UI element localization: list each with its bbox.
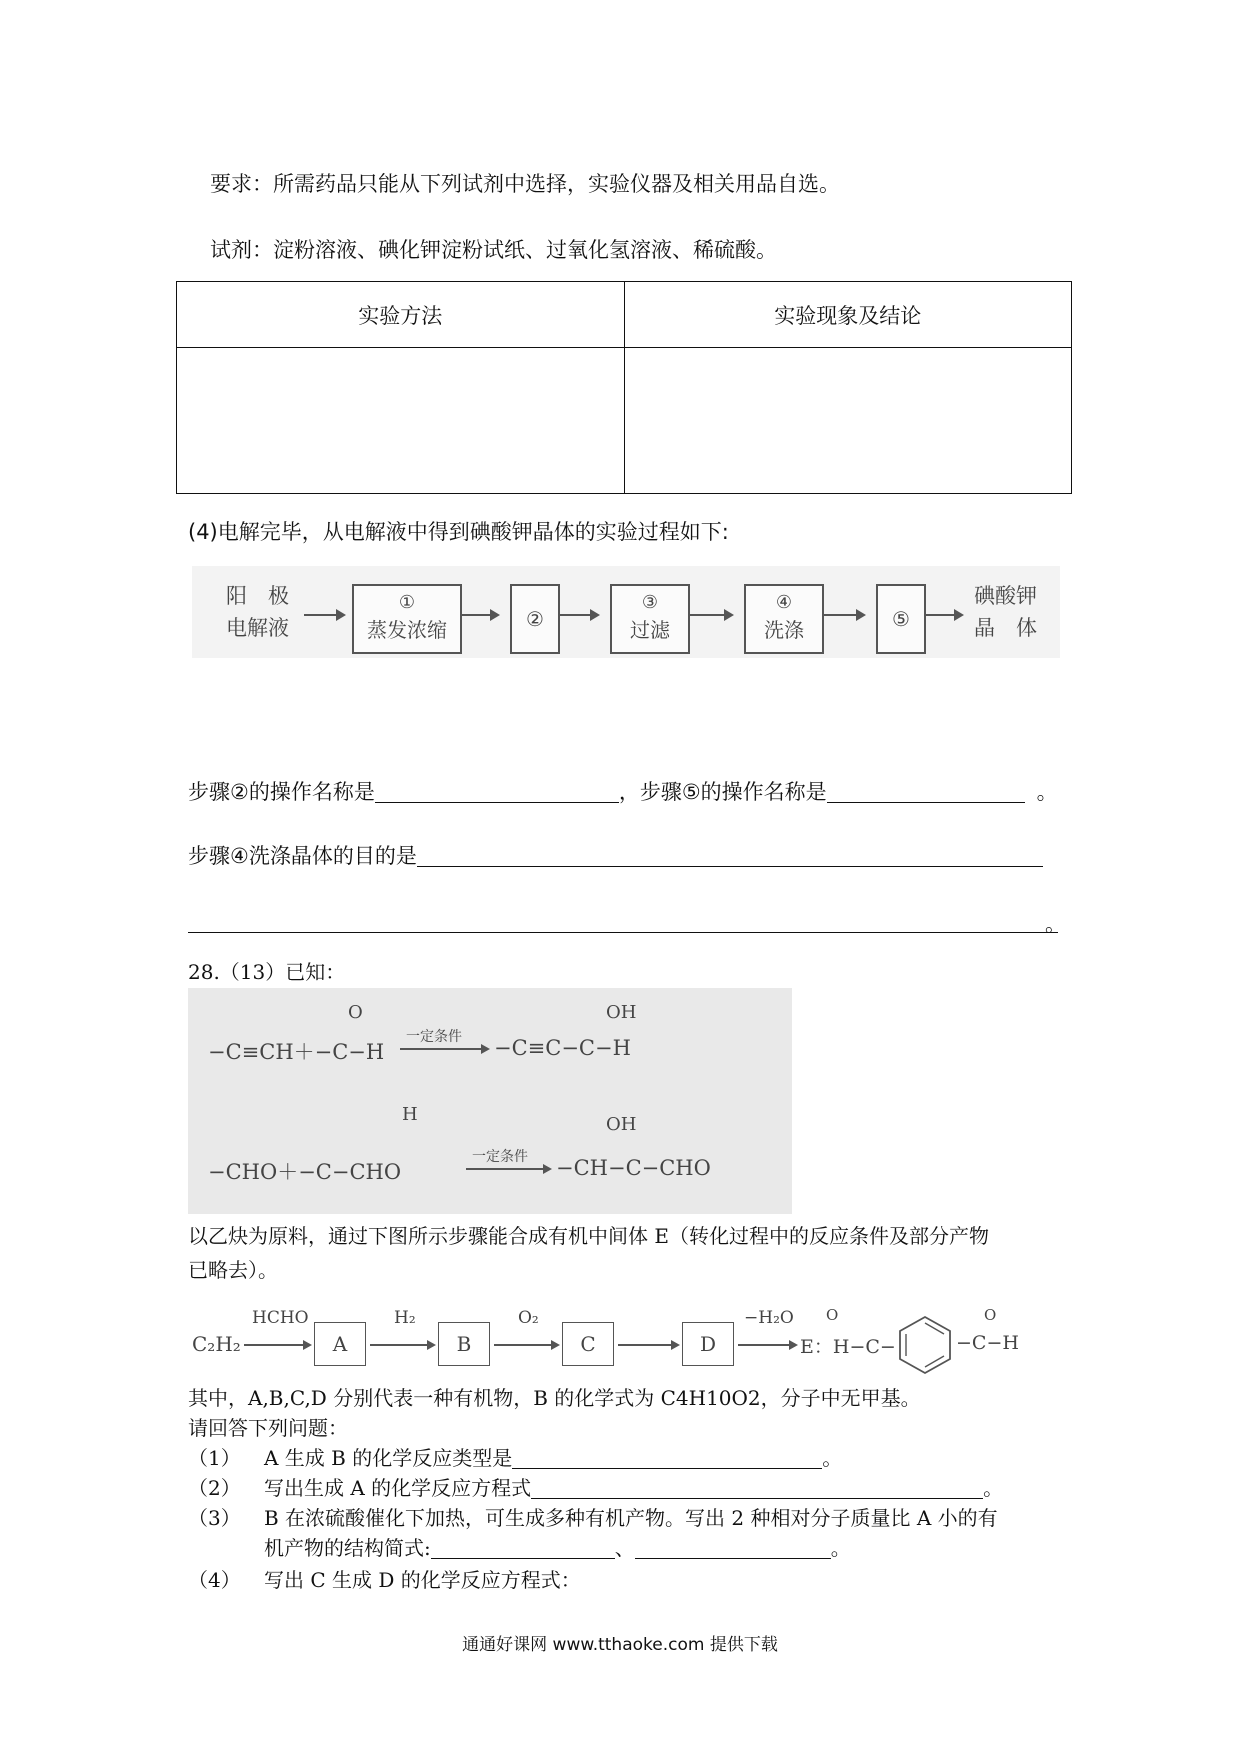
subq-1: A 生成 B 的化学反应类型是 。 bbox=[264, 1446, 843, 1470]
scheme-reagent-2: H₂ bbox=[394, 1308, 416, 1328]
subq-4-number: （4） bbox=[188, 1568, 241, 1592]
subq-2: 写出生成 A 的化学反应方程式 。 bbox=[264, 1476, 1004, 1500]
scheme-arrow bbox=[370, 1344, 434, 1346]
E-tail: −C−H bbox=[956, 1332, 1019, 1354]
answer-blank-step2[interactable] bbox=[375, 780, 619, 803]
scheme-arrow bbox=[494, 1344, 558, 1346]
part4-intro: (4)电解完毕，从电解液中得到碘酸钾晶体的实验过程如下: bbox=[188, 520, 729, 544]
flow-arrow bbox=[690, 614, 732, 616]
experiment-table bbox=[176, 281, 1072, 494]
requirement-text: 要求：所需药品只能从下列试剂中选择，实验仪器及相关用品自选。 bbox=[210, 172, 840, 196]
rxn1-hydroxyl: OH bbox=[606, 1002, 637, 1023]
q28-heading: 28.（13）已知： bbox=[188, 960, 346, 984]
table-header-result: 实验现象及结论 bbox=[624, 282, 1072, 348]
rxn1-arrow bbox=[400, 1048, 488, 1050]
subq-2-number: （2） bbox=[188, 1476, 241, 1500]
subq-3-line-1: B 在浓硫酸催化下加热，可生成多种有机产物。写出 2 种相对分子质量比 A 小的有 bbox=[264, 1506, 998, 1530]
period-mark: 。 bbox=[1045, 912, 1066, 936]
flow-arrow bbox=[824, 614, 864, 616]
E-label: E：H−C− bbox=[800, 1336, 896, 1358]
answer-blank-1[interactable] bbox=[512, 1446, 822, 1469]
answer-line-continuation[interactable] bbox=[188, 932, 1058, 933]
scheme-arrow bbox=[738, 1344, 796, 1346]
flow-step-2: ② bbox=[510, 584, 560, 654]
answer-blank-3b[interactable] bbox=[635, 1536, 831, 1559]
rxn2-hydrogen: H bbox=[402, 1104, 418, 1125]
rxn1-product: −C≡C−C−H bbox=[494, 1036, 631, 1060]
scheme-start: C₂H₂ bbox=[192, 1332, 241, 1356]
scheme-reagent-3: O₂ bbox=[518, 1308, 539, 1328]
scheme-box-C: C bbox=[562, 1322, 614, 1366]
rxn2-hydroxyl: OH bbox=[606, 1114, 637, 1135]
rxn2-reactants: −CHO＋−C−CHO bbox=[208, 1160, 402, 1184]
table-header-method: 实验方法 bbox=[177, 282, 625, 348]
subq-3-number: （3） bbox=[188, 1506, 241, 1530]
process-flow-diagram bbox=[192, 566, 1060, 658]
subq-4: 写出 C 生成 D 的化学反应方程式： bbox=[264, 1568, 581, 1592]
method-answer-cell[interactable] bbox=[177, 348, 625, 494]
scheme-arrow bbox=[618, 1344, 678, 1346]
flow-arrow bbox=[926, 614, 962, 616]
footer-text: 通通好课网 www.tthaoke.com 提供下载 bbox=[462, 1635, 778, 1655]
flow-step-4: ④ 洗涤 bbox=[744, 584, 824, 654]
q28-note-1: 其中，A,B,C,D 分别代表一种有机物，B 的化学式为 C4H10O2，分子中无甲基。 bbox=[188, 1386, 921, 1410]
rxn1-oxygen: O bbox=[348, 1002, 363, 1023]
flow-end: 碘酸钾 晶 体 bbox=[974, 584, 1037, 640]
scheme-reagent-5: −H₂O bbox=[744, 1308, 794, 1328]
subq-1-number: （1） bbox=[188, 1446, 241, 1470]
scheme-reagent-1: HCHO bbox=[252, 1308, 309, 1328]
flow-arrow bbox=[462, 614, 498, 616]
subq-3-line-2: 机产物的结构简式: 、 。 bbox=[264, 1536, 851, 1560]
reagents-text: 试剂：淀粉溶液、碘化钾淀粉试纸、过氧化氢溶液、稀硫酸。 bbox=[210, 238, 777, 262]
result-answer-cell[interactable] bbox=[624, 348, 1072, 494]
answer-blank-wash-purpose[interactable] bbox=[417, 844, 1043, 867]
flow-step-5: ⑤ bbox=[876, 584, 926, 654]
rxn1-reactants: −C≡CH＋−C−H bbox=[208, 1040, 385, 1064]
scheme-box-A: A bbox=[314, 1322, 366, 1366]
E-oxygen-right: O bbox=[984, 1306, 997, 1324]
part4-question-a: 步骤②的操作名称是 ，步骤⑤的操作名称是 。 bbox=[188, 780, 1058, 804]
rxn2-condition: 一定条件 bbox=[472, 1149, 528, 1165]
rxn1-condition: 一定条件 bbox=[406, 1029, 462, 1045]
flow-arrow bbox=[304, 614, 344, 616]
scheme-arrow bbox=[244, 1344, 310, 1346]
q28-description-2: 已略去）。 bbox=[188, 1258, 278, 1282]
flow-arrow bbox=[560, 614, 598, 616]
answer-blank-2[interactable] bbox=[531, 1476, 983, 1499]
flow-step-1: ① 蒸发浓缩 bbox=[352, 584, 462, 654]
answer-blank-step5[interactable] bbox=[827, 780, 1025, 803]
answer-blank-3a[interactable] bbox=[431, 1536, 615, 1559]
rxn2-product: −CH−C−CHO bbox=[556, 1156, 711, 1180]
flow-step-3: ③ 过滤 bbox=[610, 584, 690, 654]
flow-start: 阳 极 电解液 bbox=[226, 584, 289, 640]
part4-question-c: 步骤④洗涤晶体的目的是 bbox=[188, 842, 1043, 870]
q28-note-2: 请回答下列问题： bbox=[188, 1416, 348, 1440]
synthesis-scheme bbox=[188, 1300, 1048, 1380]
E-oxygen-left: O bbox=[826, 1306, 839, 1324]
rxn2-arrow bbox=[466, 1168, 550, 1170]
benzene-ring-icon bbox=[894, 1314, 956, 1376]
q28-description-1: 以乙炔为原料，通过下图所示步骤能合成有机中间体 E（转化过程中的反应条件及部分产物 bbox=[188, 1224, 989, 1248]
scheme-box-D: D bbox=[682, 1322, 734, 1366]
scheme-box-B: B bbox=[438, 1322, 490, 1366]
known-reactions-image bbox=[188, 988, 792, 1214]
